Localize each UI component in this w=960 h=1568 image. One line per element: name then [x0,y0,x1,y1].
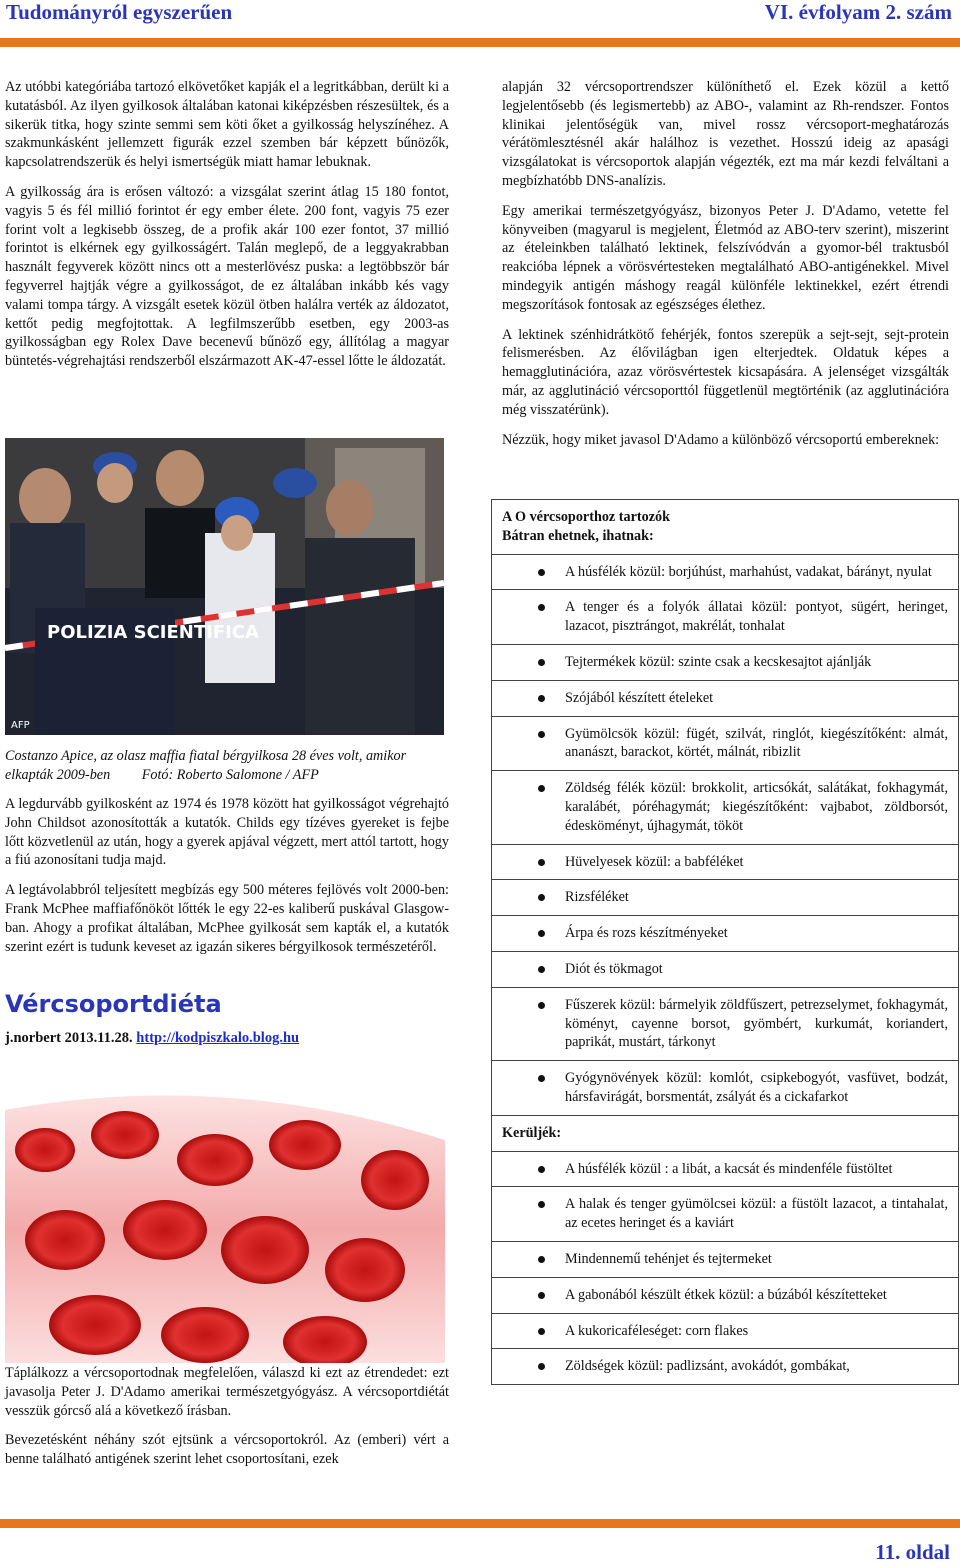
bullet-icon [538,1363,545,1370]
page-header [0,0,960,34]
table-row [492,680,959,716]
table-row [492,1313,959,1349]
paragraph: Egy amerikai természetgyógyász, bizonyos Peter J. D'Adamo, vetette fel könyveiben (magyarul is megjelent, Életmód az ABO-terv szerint), miszerint az ételeinkben található lektinek, felszívódván a gyomor-bél traktusból reakcióba lépnek a vörösvértesteken megtalálható ABO-antigénekkel. Mivel mindegyik antigén máshogy reagál különféle lektinekkel, ezért étrendi megszorítások fontosak az egészséges élethez. [502,202,949,313]
table-row [492,1187,959,1242]
paragraph: A legtávolabbról teljesített megbízás egy 500 méteres fejlövés volt 2000-ben: Frank McPhee maffiafőnököt lőtték le egy 22-es kaliberű puskával Glasgow-ban. Ahogy a profikat általában, McPhee gyilkosát sem kapták el, a kutatók szerint ezért is tudunk keveset az igazán sikeres bérgyilkosok természetéről. [5,882,449,955]
paragraph: Nézzük, hogy miket javasol D'Adamo a különböző vércsoportú embereknek: [502,431,940,448]
list-item: Rizsféléket [565,889,629,906]
table-row [492,916,959,952]
bullet-icon [538,859,545,866]
author-date: j.norbert 2013.11.28. [5,1030,133,1046]
vest-text: POLIZIA SCIENTIFICA [47,622,259,643]
right-column [502,78,949,460]
header-divider [0,38,960,47]
bullet-icon [538,1256,545,1263]
table-row [492,844,959,880]
bullet-icon [538,1166,545,1173]
bullet-icon [538,1201,545,1208]
list-item: Gyümölcsök közül: fügét, szilvát, ringlót, kiegészítőként: almát, ananászt, barackot, körtét, málnát, ribizlit [565,725,948,761]
table-row [492,716,959,771]
bullet-icon [538,1002,545,1009]
paragraph: Bevezetésként néhány szót ejtsünk a vércsoportokról. Az (emberi) vért a benne található antigének szerint lehet csoportosítani, ezek [5,1432,449,1468]
list-item: A húsfélék közül : a libát, a kacsát és mindenféle füstöltet [565,1160,893,1177]
table-subtitle: Bátran ehetnek, ihatnak: [502,527,654,544]
photo-agency-label: AFP [11,720,30,731]
list-item: A húsfélék közül: borjúhúst, marhahúst, vadakat, bárányt, nyulat [565,563,932,580]
left-column-bottom [5,1364,449,1480]
list-item: Fűszerek közül: bármelyik zöldfűszert, petrezselymet, fokhagymát, köményt, cayenne borsot, gyömbért, kurkumát, koriandert, paprikát, mustárt, tárkonyt [565,996,948,1051]
bullet-icon [538,1292,545,1299]
issue-label: VI. évfolyam 2. szám [764,0,952,24]
bullet-icon [538,659,545,666]
paragraph: Az utóbbi kategóriába tartozó elkövetőket kapják el a legritkábban, derült ki a kutatásból. Az ilyen gyilkosok általában katonai kiképzésben részesültek, és a sikerük titka, hogy szinte semmi sem köti őket a gyilkosság helyszínéhez. A szakmunkásként jellemzett figurák ezzel szemben bár képzett bűnözők, kapcsolatrendszerük és helyi ismertségük miatt hamar lebuknak. [5,79,449,171]
table-row [492,880,959,916]
bullet-icon [538,930,545,937]
list-item: Szójából készített ételeket [565,689,714,706]
list-item: Diót és tökmagot [565,960,663,977]
article-byline [5,1030,299,1047]
list-item: Gyógynövények közül: komlót, csipkebogyót, vasfüvet, bodzát, hársfavirágát, borsmentát, zsályát és a cickafarkot [565,1070,948,1105]
left-column-top [5,78,449,382]
list-item: Zöldségek közül: padlizsánt, avokádót, gombákat, [565,1358,850,1375]
blood-cells-illustration [5,1080,445,1363]
publication-title: Tudományról egyszerűen [6,0,233,24]
article-heading: Vércsoportdiéta [5,990,222,1018]
list-item: Tejtermékek közül: szinte csak a kecskesajtot ajánlják [565,653,872,670]
paragraph: A legdurvább gyilkosként az 1974 és 1978 között hat gyilkosságot végrehajtó John Childsot azonosították a kutatók. Childs egy tízéves gyereket is fejbe lőtt közvetlenül az után, hogy a gyerek apjával végzett, mert attól tartott, hogy a fiú azonosítani tudja majd. [5,796,449,869]
list-item: Mindennemű tehénjet és tejtermeket [565,1250,772,1267]
bullet-icon [538,695,545,702]
table-row [492,500,959,555]
table-row [492,771,959,844]
diet-table [491,499,959,1385]
table-row [492,1151,959,1187]
arrest-photo-illustration [5,438,444,735]
list-item: A halak és tenger gyümölcsei közül: a füstölt lazacot, a tintahalat, az ecetes heringet és a kaviárt [565,1196,948,1232]
footer-divider [0,1519,960,1528]
left-column-middle [5,795,449,967]
table-row [492,1277,959,1313]
list-item: Hüvelyesek közül: a babféléket [565,853,744,870]
list-item: A kukoricaféleséget: corn flakes [565,1322,749,1339]
paragraph: Táplálkozz a vércsoportodnak megfelelően, válaszd ki ezt az étrendedet: ezt javasolja Peter J. D'Adamo amerikai természetgyógyász. A vércsoportdiétát vesszük górcső alá a következő írásban. [5,1365,449,1419]
paragraph: A gyilkosság ára is erősen változó: a vizsgálat szerint átlag 15 180 fontot, vagyis 5 és fél millió forintot ér egy ember élete. 200 font, vagyis 75 ezer forint volt a legkisebb összeg, de a profik akár 100 ezer fontot, 37 millió forintot is elkérnek egy gyilkosságért. Talán meglepő, de a leggyakrabban használt fegyverek között nincs ott a mesterlövész puska: a legtöbbször bár fegyverrel hajtják végre a gyilkosságot, de ez általában inkább kés vagy valami tompa tárgy. A vizsgált esetek közül ötben halálra verték az áldozatot, kettőt pedig megfojtottak. A legfilmszerűbb esetben, egy 2003-as gyilkosságban egy Rolex Dave becenevű bűnöző egy, állítólag a magyar büntetés-végrehajtási rendszerből elszármazott AK-47-essel lőtte le áldozatát. [5,183,449,370]
table-heading-cell [492,500,959,555]
table-row [492,1349,959,1385]
blood-cells-graphic [5,1080,445,1363]
table-row [492,1241,959,1277]
caption-text: Costanzo Apice, az olasz maffia fiatal bérgyilkosa 28 éves volt, amikor elkapták 2009-ben [5,748,407,783]
bullet-icon [538,894,545,901]
table-row [492,644,959,680]
table-row [492,590,959,645]
table-row [492,554,959,590]
table-row [492,987,959,1060]
list-item: A tenger és a folyók állatai közül: pontyot, sügért, heringet, lazacot, pisztrángot, makrélát, tonhalat [565,599,948,635]
blog-link[interactable]: http://kodpiszkalo.blog.hu [136,1030,300,1046]
caption-credit: Fotó: Roberto Salomone / AFP [141,766,319,783]
bullet-icon [538,966,545,973]
list-item: Zöldség félék közül: brokkolit, articsókát, salátákat, fokhagymát, karalábét, póréhagymát; kiegészítőként: vajbabot, zöldborsót, édesköményt, újhagymát, tököt [565,780,948,834]
bullet-icon [538,604,545,611]
photo-caption [5,747,449,785]
page-number: 11. oldal [875,1540,950,1564]
table-row [492,1115,959,1151]
arrest-photo [5,438,444,735]
bullet-icon [538,569,545,576]
table-title: A O vércsoporthoz tartozók [502,509,670,525]
table-row [492,951,959,987]
paragraph: alapján 32 vércsoportrendszer különíthető el. Ezek közül a kettő legjelentősebb (és legismertebb) az ABO-, valamint az Rh-rendszer. Fontos klinikai jelentőségük van, mivel rossz vércsoport-meghatározás vérátömlesztésnél akár halálhoz is vezethet. Hosszú ideig az apasági vizsgálatokat is vércsoportok alapján végezték, ezt ma már kezdi felváltani a megbízhatóbb DNS-analízis. [502,79,949,189]
bullet-icon [538,1075,545,1082]
bullet-icon [538,785,545,792]
bullet-icon [538,1328,545,1335]
list-item: Árpa és rozs készítményeket [565,925,728,942]
avoid-heading-cell: Kerüljék: [492,1115,959,1151]
paragraph: A lektinek szénhidrátkötő fehérjék, fontos szerepük a sejt-sejt, sejt-protein felismerésben. Az élővilágban igen elterjedtek. Oldatuk képes a hemagglutinációra, azaz vörösvértestek kicsapására. A jelenséget vizsgálták már, az agglutináció vércsoporttól függetlenül megtörténik (az agglutinációra még visszatérünk). [502,326,949,418]
bullet-icon [538,731,545,738]
list-item: A gabonából készült étkek közül: a búzából készítetteket [565,1286,887,1303]
table-row [492,1061,959,1116]
